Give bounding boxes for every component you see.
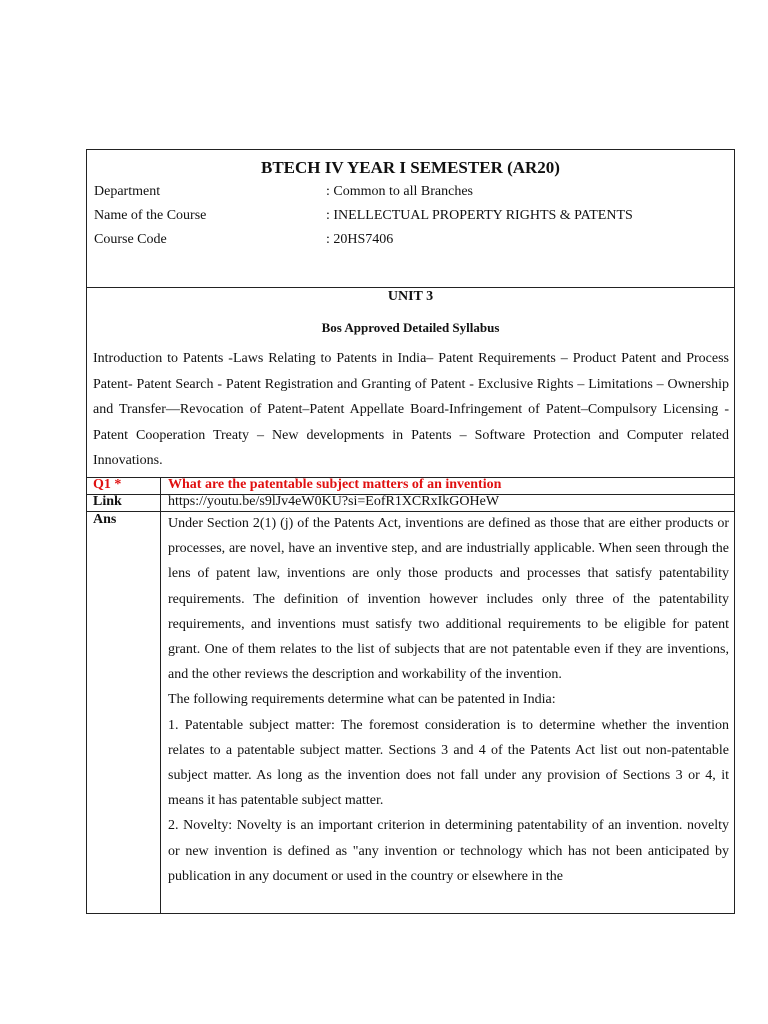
table-column-divider bbox=[160, 477, 161, 914]
answer-paragraph: 2. Novelty: Novelty is an important criterion in determining patentability of an invention. novelty or new invention is defined as "any invention or technology which has not been anticipated by publication in any document or used in the country or elsewhere in the bbox=[168, 818, 729, 884]
document-title: BTECH IV YEAR I SEMESTER (AR20) bbox=[261, 158, 560, 177]
answer-label: Ans bbox=[93, 512, 117, 527]
syllabus-subtitle: Bos Approved Detailed Syllabus bbox=[321, 320, 500, 335]
link-label: Link bbox=[93, 494, 122, 509]
video-link[interactable]: https://youtu.be/s9lJv4eW0KU?si=EofR1XCRxIkGOHeW bbox=[168, 494, 500, 509]
syllabus-document-frame bbox=[86, 149, 735, 914]
course-name-label: Name of the Course bbox=[94, 208, 207, 223]
unit-title: UNIT 3 bbox=[387, 289, 434, 304]
department-label: Department bbox=[94, 184, 161, 199]
course-header bbox=[87, 150, 734, 288]
question-text: What are the patentable subject matters of an invention bbox=[168, 477, 502, 492]
department-value: : Common to all Branches bbox=[326, 184, 473, 199]
course-name-value: : INELLECTUAL PROPERTY RIGHTS & PATENTS bbox=[326, 208, 633, 223]
question-label: Q1 * bbox=[93, 477, 122, 492]
course-code-label: Course Code bbox=[94, 232, 167, 247]
answer-body bbox=[168, 511, 729, 889]
syllabus-text: Introduction to Patents -Laws Relating to Patents in India– Patent Requirements – Product Patent and Process Patent- Patent Search - Patent Registration and Granting of Patent - Exclusive Rights – Limitations – Ownership and Transfer—Revocation of Patent–Patent Appellate Board-Infringement of Patent–Compulsory Licensing -Patent Cooperation Treaty – New developments in Patents – Software Protection and Computer related Innovations. bbox=[93, 351, 729, 468]
course-code-value: : 20HS7406 bbox=[326, 232, 394, 247]
answer-paragraph: 1. Patentable subject matter: The foremost consideration is to determine whether the invention relates to a patentable subject matter. Sections 3 and 4 of the Patents Act list out non-patentable subject matter. As long as the invention does not fall under any provision of Sections 3 or 4, it means it has patentable subject matter. bbox=[168, 717, 729, 809]
answer-paragraph: The following requirements determine what can be patented in India: bbox=[168, 692, 556, 708]
answer-paragraph: Under Section 2(1) (j) of the Patents Act, inventions are defined as those that are either products or processes, are novel, have an inventive step, and are industrially applicable. When seen through the lens of patent law, inventions are only those products and processes that satisfy patentability requirements. The definition of invention however includes only three of the patentability requirements, and inventions must satisfy two additional requirements to be eligible for patent grant. One of them relates to the list of subjects that are not patentable even if they are inventions, and the other reviews the description and workability of the invention. bbox=[168, 516, 729, 683]
